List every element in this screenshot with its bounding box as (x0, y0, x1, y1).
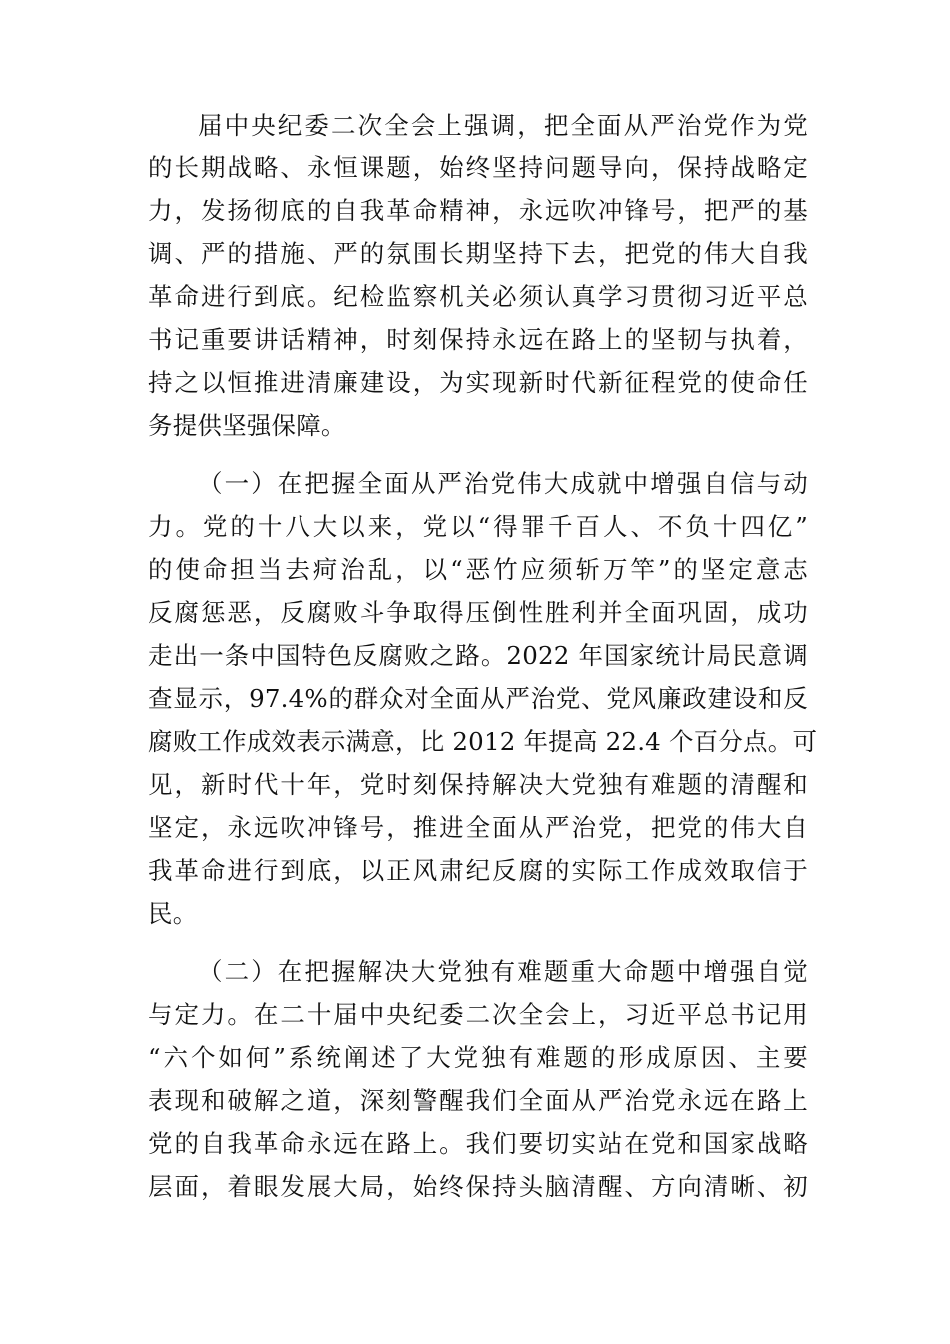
paragraph-1-line-5: 革命进行到底。纪检监察机关必须认真学习贯彻习近平总 (148, 282, 808, 311)
paragraph-2-line-9: 坚定，永远吹冲锋号，推进全面从严治党，把党的伟大自 (148, 813, 808, 842)
paragraph-3-line-1: （二）在把握解决大党独有难题重大命题中增强自觉 (198, 957, 808, 986)
paragraph-1-line-7: 持之以恒推进清廉建设，为实现新时代新征程党的使命任 (148, 368, 808, 397)
paragraph-2-line-3: 的使命担当去疴治乱，以“恶竹应须斩万竿”的坚定意志 (148, 555, 808, 584)
paragraph-1-line-3: 力，发扬彻底的自我革命精神，永远吹冲锋号，把严的基 (148, 196, 808, 225)
paragraph-3-line-5: 党的自我革命永远在路上。我们要切实站在党和国家战略 (148, 1129, 808, 1158)
paragraph-2-line-2: 力。党的十八大以来，党以“得罪千百人、不负十四亿” (148, 512, 808, 541)
paragraph-2-line-5: 走出一条中国特色反腐败之路。2022 年国家统计局民意调 (148, 641, 808, 670)
paragraph-1-line-1: 届中央纪委二次全会上强调，把全面从严治党作为党 (198, 111, 808, 140)
paragraph-3-line-2: 与定力。在二十届中央纪委二次全会上，习近平总书记用 (148, 1000, 808, 1029)
paragraph-1-line-2: 的长期战略、永恒课题，始终坚持问题导向，保持战略定 (148, 153, 808, 182)
paragraph-2-line-8: 见，新时代十年，党时刻保持解决大党独有难题的清醒和 (148, 770, 808, 799)
paragraph-3-line-3: “六个如何”系统阐述了大党独有难题的形成原因、主要 (148, 1043, 808, 1072)
paragraph-3-line-4: 表现和破解之道，深刻警醒我们全面从严治党永远在路上 (148, 1086, 808, 1115)
paragraph-2-line-6: 查显示，97.4%的群众对全面从严治党、党风廉政建设和反 (148, 684, 808, 713)
paragraph-1-line-6: 书记重要讲话精神，时刻保持永远在路上的坚韧与执着， (148, 325, 808, 354)
paragraph-2-line-11: 民。 (148, 899, 198, 928)
paragraph-2-line-1: （一）在把握全面从严治党伟大成就中增强自信与动 (198, 469, 808, 498)
paragraph-2-line-7: 腐败工作成效表示满意，比 2012 年提高 22.4 个百分点。可 (148, 727, 818, 756)
paragraph-1-line-8: 务提供坚强保障。 (148, 411, 346, 440)
paragraph-1-line-4: 调、严的措施、严的氛围长期坚持下去，把党的伟大自我 (148, 239, 808, 268)
paragraph-2-line-4: 反腐惩恶，反腐败斗争取得压倒性胜利并全面巩固，成功 (148, 598, 808, 627)
paragraph-2-line-10: 我革命进行到底，以正风肃纪反腐的实际工作成效取信于 (148, 856, 808, 885)
paragraph-3-line-6: 层面，着眼发展大局，始终保持头脑清醒、方向清晰、初 (148, 1172, 808, 1201)
